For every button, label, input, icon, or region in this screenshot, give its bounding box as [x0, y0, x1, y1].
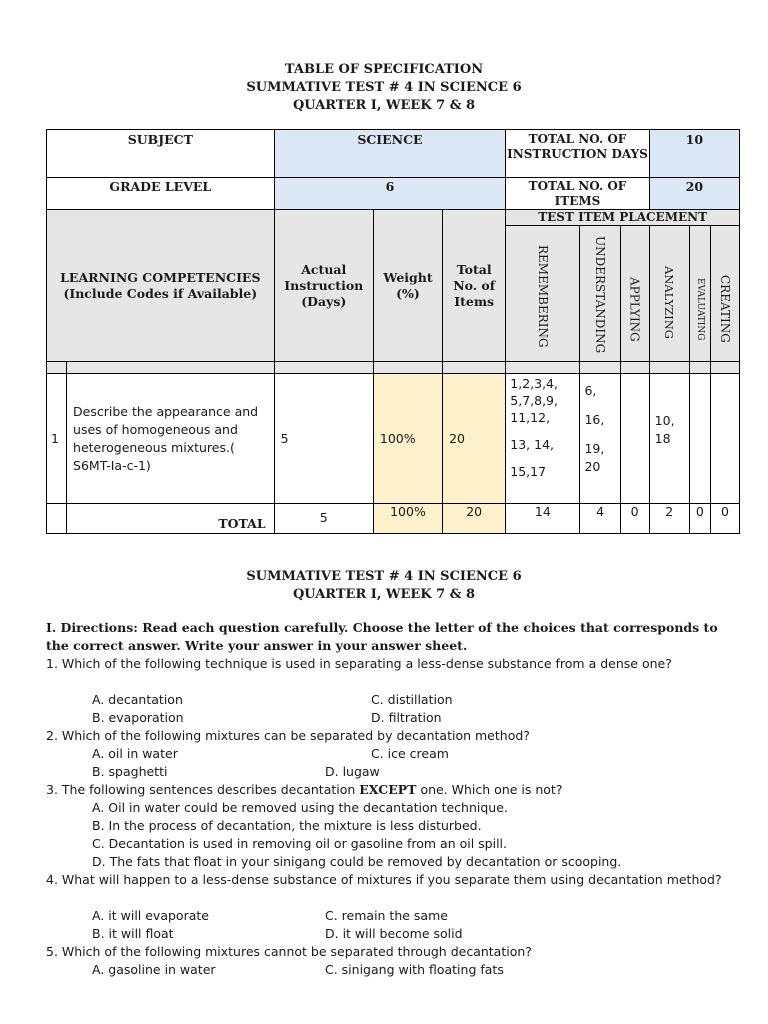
- q2-option-a: A. oil in water: [92, 746, 178, 761]
- grade-label: GRADE LEVEL: [47, 178, 275, 210]
- row-days: 5: [274, 374, 373, 504]
- grade-value: 6: [274, 178, 506, 210]
- q2-option-c: C. ice cream: [371, 746, 449, 761]
- level-analyzing: ANALYZING: [649, 226, 689, 362]
- subject-label: SUBJECT: [47, 130, 275, 178]
- level-understanding: UNDERSTANDING: [580, 226, 620, 362]
- q4-option-a: A. it will evaporate: [92, 908, 209, 923]
- q2-option-d: D. lugaw: [325, 764, 380, 779]
- question-2: 2. Which of the following mixtures can be separated by decantation method?: [46, 728, 530, 743]
- row-weight: 100%: [373, 374, 442, 504]
- q1-option-d: D. filtration: [371, 710, 442, 725]
- level-evaluating: EVALUATING: [689, 226, 710, 362]
- q4-option-d: D. it will become solid: [325, 926, 463, 941]
- directions: I. Directions: Read each question carefully. Choose the letter of the choices that corresponds to the correct answer. Write your answer in your answer sheet.: [46, 620, 718, 653]
- understanding-items: 6, 16, 19, 20: [580, 374, 620, 504]
- actual-days-header: Actual Instruction (Days): [274, 210, 373, 362]
- q4-option-c: C. remain the same: [325, 908, 448, 923]
- total-analyzing: 2: [649, 504, 689, 534]
- total-creating: 0: [710, 504, 739, 534]
- total-days: 5: [274, 504, 373, 534]
- specification-table: [46, 129, 740, 534]
- total-understanding: 4: [580, 504, 620, 534]
- creating-items: [710, 374, 739, 504]
- total-evaluating: 0: [689, 504, 710, 534]
- total-days-value: 10: [649, 130, 739, 178]
- q3-option-b: B. In the process of decantation, the mixture is less disturbed.: [92, 818, 482, 833]
- level-remembering: REMEMBERING: [506, 226, 580, 362]
- total-items: 20: [443, 504, 506, 534]
- row-items: 20: [443, 374, 506, 504]
- q5-option-a: A. gasoline in water: [92, 962, 216, 977]
- q3-option-a: A. Oil in water could be removed using the decantation technique.: [92, 800, 508, 815]
- question-5: 5. Which of the following mixtures cannot be separated through decantation?: [46, 944, 532, 959]
- total-label: TOTAL: [67, 504, 275, 534]
- competency-text: Describe the appearance and uses of homogeneous and heterogeneous mixtures.( S6MT-Ia-c-1): [67, 374, 275, 504]
- test-quarter: QUARTER I, WEEK 7 & 8: [292, 587, 476, 602]
- question-3: 3. The following sentences describes decantation EXCEPT one. Which one is not?: [46, 782, 563, 797]
- competencies-header: LEARNING COMPETENCIES (Include Codes if Available): [47, 210, 275, 362]
- evaluating-items: [689, 374, 710, 504]
- question-1: 1. Which of the following technique is used in separating a less-dense substance from a dense one?: [46, 656, 672, 671]
- analyzing-items: 10, 18: [649, 374, 689, 504]
- total-remembering: 14: [506, 504, 580, 534]
- tos-quarter: QUARTER I, WEEK 7 & 8: [292, 98, 476, 113]
- q1-option-c: C. distillation: [371, 692, 453, 707]
- tos-subtitle: SUMMATIVE TEST # 4 IN SCIENCE 6: [246, 80, 522, 95]
- placement-header: TEST ITEM PLACEMENT: [506, 210, 740, 226]
- q1-option-b: B. evaporation: [92, 710, 184, 725]
- level-applying: APPLYING: [620, 226, 649, 362]
- weight-header: Weight (%): [373, 210, 442, 362]
- total-weight: 100%: [373, 504, 442, 534]
- q2-option-b: B. spaghetti: [92, 764, 168, 779]
- total-items-header: Total No. of Items: [443, 210, 506, 362]
- q3-option-c: C. Decantation is used in removing oil or gasoline from an oil spill.: [92, 836, 508, 851]
- total-items-label: TOTAL NO. OF ITEMS: [506, 178, 649, 210]
- applying-items: [620, 374, 649, 504]
- row-number: 1: [47, 374, 67, 504]
- total-items-value: 20: [649, 178, 739, 210]
- question-4: 4. What will happen to a less-dense substance of mixtures if you separate them using decantation method?: [46, 872, 722, 887]
- q1-option-a: A. decantation: [92, 692, 183, 707]
- level-creating: CREATING: [710, 226, 739, 362]
- q4-option-b: B. it will float: [92, 926, 174, 941]
- q3-option-d: D. The fats that float in your sinigang could be removed by decantation or scooping.: [92, 854, 622, 869]
- remembering-items: 1,2,3,4, 5,7,8,9, 11,12, 13, 14, 15,17: [506, 374, 580, 504]
- subject-value: SCIENCE: [274, 130, 506, 178]
- total-days-label: TOTAL NO. OF INSTRUCTION DAYS: [506, 130, 649, 178]
- test-title: SUMMATIVE TEST # 4 IN SCIENCE 6: [246, 569, 522, 584]
- total-applying: 0: [620, 504, 649, 534]
- q5-option-c: C. sinigang with floating fats: [325, 962, 504, 977]
- tos-title: TABLE OF SPECIFICATION: [284, 62, 484, 77]
